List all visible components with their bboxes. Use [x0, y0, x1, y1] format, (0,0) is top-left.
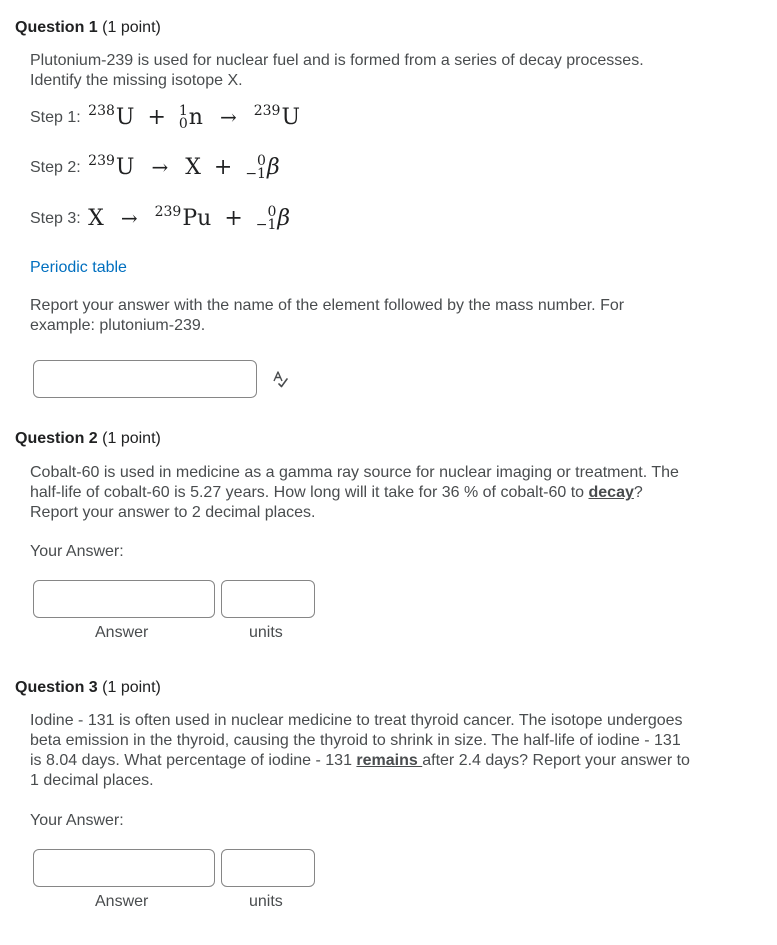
nuclide-pu239: 239 Pu: [154, 204, 212, 231]
step-1-equation: 238 U + 1 0 n → 239 U: [88, 103, 301, 132]
question-3-your-answer: Your Answer:: [30, 812, 124, 829]
step-3-label: Step 3:: [30, 210, 81, 228]
question-1-points: (1 point): [102, 19, 161, 36]
nuclide-u239: 239 U: [253, 103, 301, 130]
periodic-table-link[interactable]: Periodic table: [30, 259, 127, 276]
question-3-heading: Question 3: [15, 679, 98, 696]
question-3-units-label: units: [249, 893, 283, 910]
question-2-units-label: units: [249, 624, 283, 641]
question-2-answer-label: Answer: [95, 624, 149, 641]
step-2: [30, 155, 280, 181]
question-2-points: (1 point): [102, 430, 161, 447]
step-1-label: Step 1:: [30, 109, 81, 127]
step-2-equation: 239 U → X + 0 −1 β: [88, 153, 280, 182]
question-2-your-answer: Your Answer:: [30, 543, 124, 560]
remains-link[interactable]: remains: [356, 752, 423, 769]
question-3-units-input[interactable]: [221, 849, 315, 887]
nuclide-beta: 0 −1 β: [255, 204, 291, 233]
question-2-heading: Question 2: [15, 430, 98, 447]
unknown-isotope-x: X: [185, 155, 201, 180]
question-2-units-input[interactable]: [221, 580, 315, 618]
unknown-isotope-x: X: [88, 206, 104, 231]
question-2-title: [15, 430, 161, 448]
question-2-answer-input[interactable]: [33, 580, 215, 618]
question-2-prompt: Cobalt-60 is used in medicine as a gamma ray source for nuclear imaging or treatment. The half-life of cobalt-60 is 5.27 years. How long will it take for 36 % of cobalt-60 to decay? Report your answer to 2 decimal places.: [30, 464, 679, 521]
question-3-points: (1 point): [102, 679, 161, 696]
nuclide-neutron: 1 0 n: [178, 103, 203, 132]
question-3-answer-input[interactable]: [33, 849, 215, 887]
question-3-answer-label: Answer: [95, 893, 149, 910]
step-3: [30, 206, 290, 232]
nuclide-u238: 238 U: [88, 103, 135, 130]
step-1: [30, 105, 300, 131]
decay-link[interactable]: decay: [588, 484, 634, 501]
question-1-instructions: Report your answer with the name of the element followed by the mass number. For example: plutonium-239.: [30, 297, 625, 334]
question-1-title: [15, 19, 161, 37]
nuclide-beta: 0 −1 β: [245, 153, 280, 182]
question-1-answer-input[interactable]: [33, 360, 257, 398]
question-1-heading: Question 1: [15, 19, 98, 36]
question-3-title: [15, 679, 161, 697]
question-1-prompt: Plutonium-239 is used for nuclear fuel and is formed from a series of decay processes. Identify the missing isotope X.: [30, 52, 644, 89]
step-3-equation: X → 239 Pu + 0 −1 β: [88, 204, 291, 233]
step-2-label: Step 2:: [30, 159, 81, 177]
spellcheck-icon[interactable]: [270, 369, 290, 389]
question-3-prompt: Iodine - 131 is often used in nuclear medicine to treat thyroid cancer. The isotope undergoes beta emission in the thyroid, causing the thyroid to shrink in size. The half-life of iodine - 131 is 8.04 days. What percentage of iodine - 131 remains after 2.4 days? Report your answer to 1 decimal places.: [30, 712, 690, 789]
nuclide-u239: 239 U: [88, 153, 135, 180]
